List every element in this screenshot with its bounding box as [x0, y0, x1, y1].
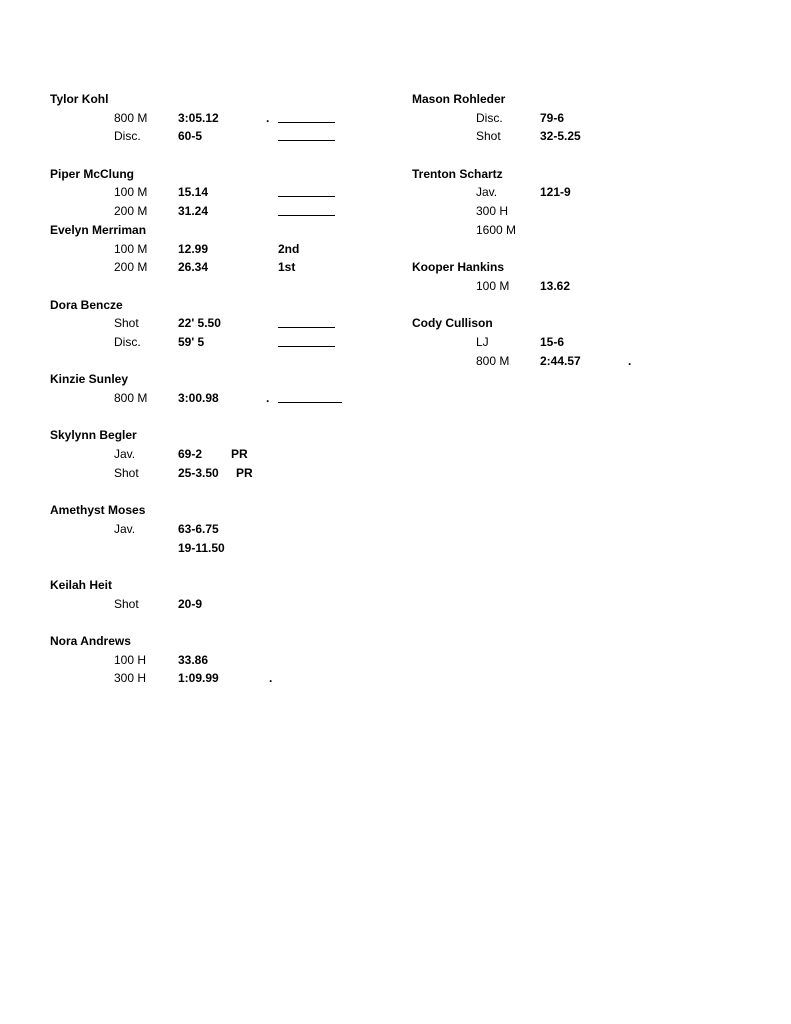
result-blank-line — [278, 122, 335, 123]
athlete-name: Nora Andrews — [50, 633, 131, 648]
athlete-name: Evelyn Merriman — [50, 222, 147, 237]
event-mark: 59' 5 — [178, 334, 205, 349]
dot-mark: . — [266, 110, 270, 125]
dot-mark: . — [266, 391, 270, 405]
event-mark: 13.62 — [540, 278, 571, 293]
event-mark: 20-9 — [178, 596, 203, 611]
event-label: Shot — [114, 465, 139, 480]
event-mark: 1:09.99 — [178, 671, 219, 686]
right-column — [412, 90, 712, 370]
event-mark: 79-6 — [540, 110, 565, 125]
result-blank-line — [278, 140, 335, 141]
event-mark: 33.86 — [178, 652, 209, 667]
event-mark: 3:00.98 — [178, 391, 219, 405]
event-label: 200 M — [114, 204, 148, 219]
event-row — [50, 651, 380, 670]
event-mark: 69-2 — [178, 447, 203, 462]
event-label: Shot — [114, 596, 139, 611]
event-row — [412, 277, 712, 296]
event-label: Shot — [114, 316, 139, 331]
athlete-name: Dora Bencze — [50, 297, 123, 312]
result-blank-line — [278, 215, 335, 216]
event-label: Jav. — [114, 447, 136, 462]
athlete-block — [412, 314, 712, 370]
event-row — [50, 127, 380, 146]
event-mark: 32-5.25 — [540, 129, 581, 144]
event-label: Jav. — [476, 185, 498, 200]
result-blank-line — [278, 402, 342, 403]
athlete-name: Skylynn Begler — [50, 428, 137, 443]
event-label: Disc. — [114, 334, 141, 349]
event-row — [50, 595, 380, 614]
event-row — [412, 202, 712, 221]
event-row — [50, 520, 380, 539]
athlete-name: Kooper Hankins — [412, 260, 505, 275]
event-label: 100 M — [114, 241, 148, 256]
event-label: 100 H — [114, 652, 147, 667]
place-label: 1st — [278, 260, 296, 275]
event-mark: 22' 5.50 — [178, 316, 221, 331]
athlete-name: Mason Rohleder — [412, 92, 506, 106]
event-label: Shot — [476, 129, 501, 144]
event-row — [412, 221, 712, 240]
event-label: 200 M — [114, 260, 148, 275]
athlete-block — [50, 426, 380, 482]
event-mark: 60-5 — [178, 129, 203, 144]
athlete-block — [50, 632, 380, 688]
event-mark: 2:44.57 — [540, 353, 581, 368]
event-mark: 3:05.12 — [178, 110, 219, 125]
athlete-block — [412, 90, 712, 146]
athlete-name: Cody Cullison — [412, 316, 493, 331]
event-mark: 15.14 — [178, 185, 209, 200]
athlete-block — [412, 165, 712, 240]
event-mark: 12.99 — [178, 241, 209, 256]
event-label: 100 M — [476, 278, 510, 293]
event-label: 300 H — [114, 671, 147, 686]
event-row — [50, 258, 380, 277]
event-row — [412, 352, 712, 371]
left-column — [50, 90, 380, 688]
athlete-name: Piper McClung — [50, 166, 135, 181]
event-mark: 26.34 — [178, 260, 209, 275]
event-mark: 15-6 — [540, 334, 565, 349]
athlete-name: Amethyst Moses — [50, 503, 146, 518]
athlete-block — [50, 576, 380, 613]
event-label: 1600 M — [476, 222, 517, 237]
event-mark: 31.24 — [178, 204, 209, 219]
result-blank-line — [278, 346, 335, 347]
event-label: 800 M — [114, 391, 148, 405]
event-row — [50, 202, 380, 221]
athlete-block — [50, 165, 380, 221]
athlete-name: Keilah Heit — [50, 577, 113, 592]
result-blank-line — [278, 196, 335, 197]
athlete-name: Tylor Kohl — [50, 92, 109, 106]
event-row — [412, 183, 712, 202]
event-label: 800 M — [476, 353, 510, 368]
event-label: LJ — [476, 334, 489, 349]
athlete-block — [50, 221, 380, 277]
event-row — [412, 127, 712, 146]
event-mark: 19-11.50 — [178, 540, 225, 555]
pr-label: PR — [236, 465, 253, 480]
event-row — [50, 183, 380, 202]
event-row — [412, 109, 712, 128]
event-label: Disc. — [476, 110, 503, 125]
event-mark: 63-6.75 — [178, 521, 219, 536]
event-row — [50, 389, 380, 408]
event-row — [50, 464, 380, 483]
event-label: 800 M — [114, 110, 148, 125]
athlete-name: Kinzie Sunley — [50, 372, 129, 387]
event-label: Jav. — [114, 521, 136, 536]
event-row — [50, 314, 380, 333]
athlete-name: Trenton Schartz — [412, 166, 503, 181]
place-label: 2nd — [278, 241, 300, 256]
dot-mark: . — [628, 353, 632, 368]
athlete-block — [50, 370, 380, 407]
event-row — [50, 669, 380, 688]
athlete-block — [50, 501, 380, 557]
result-blank-line — [278, 327, 335, 328]
pr-label: PR — [231, 447, 248, 462]
event-row — [50, 445, 380, 464]
event-label: 100 M — [114, 185, 148, 200]
event-row — [50, 109, 380, 128]
event-row — [50, 333, 380, 352]
event-mark: 121-9 — [540, 185, 571, 200]
event-label: Disc. — [114, 129, 141, 144]
event-row — [50, 539, 380, 558]
event-mark: 25-3.50 — [178, 465, 219, 480]
dot-mark: . — [269, 671, 273, 686]
athlete-block — [50, 90, 380, 146]
event-row — [412, 333, 712, 352]
athlete-block — [50, 296, 380, 352]
event-label: 300 H — [476, 204, 509, 219]
athlete-block — [412, 258, 712, 295]
event-row — [50, 240, 380, 259]
